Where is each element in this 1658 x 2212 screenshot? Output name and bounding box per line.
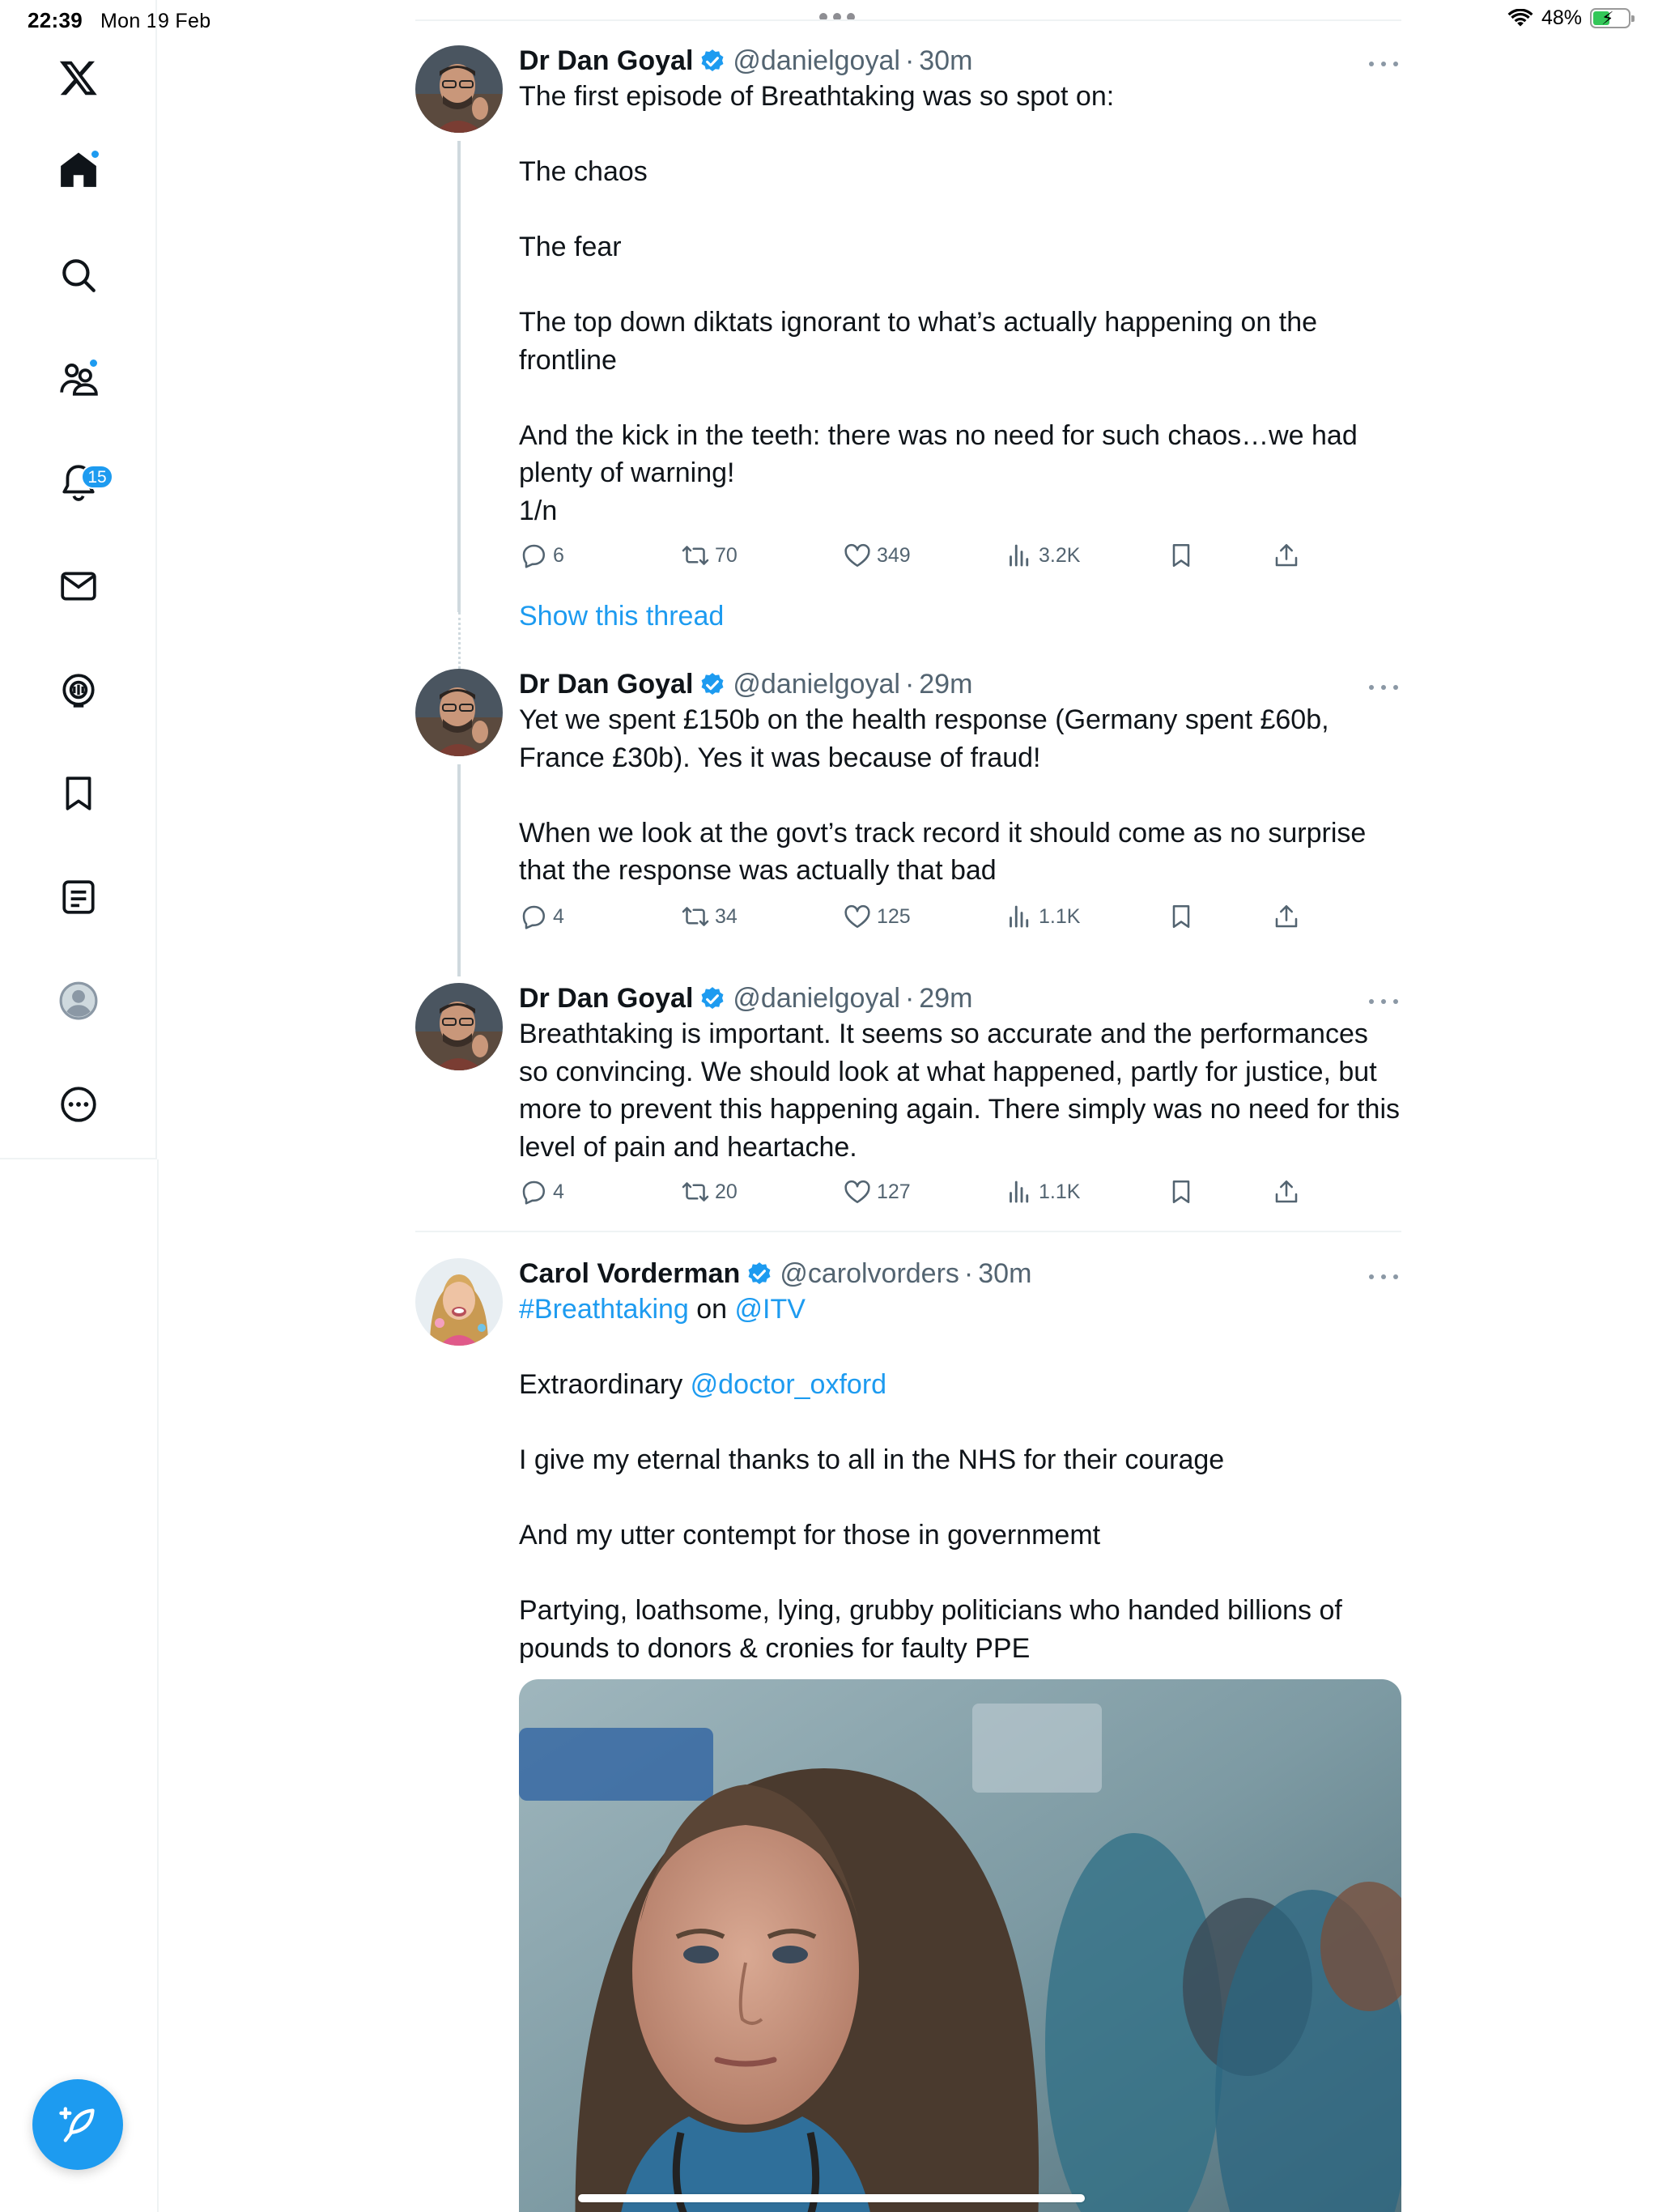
views-icon xyxy=(1005,902,1034,931)
share-button[interactable] xyxy=(1272,539,1301,572)
reply-count: 4 xyxy=(553,1180,564,1203)
wifi-icon xyxy=(1507,9,1533,28)
x-logo-icon[interactable] xyxy=(46,45,111,110)
repost-icon xyxy=(681,1177,710,1206)
tweet-header xyxy=(519,669,972,700)
repost-icon xyxy=(681,902,710,931)
tweet-text xyxy=(519,1291,1401,1329)
mention-doctor-oxford-link[interactable]: @doctor_oxford xyxy=(690,1369,887,1400)
separator: · xyxy=(904,669,915,700)
like-count: 127 xyxy=(877,1180,911,1203)
verified-badge-icon xyxy=(699,671,726,699)
views-button[interactable] xyxy=(1005,539,1080,572)
author-name[interactable]: Carol Vorderman xyxy=(519,1258,741,1289)
tweet-text-rest: I give my eternal thanks to all in the NHS for their courage And my utter contempt for those in governmemt Partying, loathsome, lying, grubby politicians who handed billions of pounds to donors & cronies for faulty PPE xyxy=(519,1444,1342,1664)
bookmark-icon xyxy=(58,773,99,814)
tweet-actions xyxy=(519,900,1329,933)
views-count: 1.1K xyxy=(1039,904,1081,928)
repost-count: 34 xyxy=(715,904,738,928)
bookmark-icon xyxy=(1167,1177,1196,1206)
tweet-time[interactable]: 29m xyxy=(919,669,973,700)
bookmark-button[interactable] xyxy=(1167,900,1196,933)
nav-grok[interactable] xyxy=(46,657,111,722)
repost-icon xyxy=(681,541,710,570)
like-count: 125 xyxy=(877,904,911,928)
views-icon xyxy=(1005,541,1034,570)
tweet-text: The first episode of Breathtaking was so spot on: The chaos The fear The top down diktats ignorant to what’s actually happening on the frontline And the kick in the teeth: there was no need for such chaos…we had plenty of warning! 1/n xyxy=(519,81,1358,526)
communities-unread-dot xyxy=(88,358,99,368)
author-handle[interactable]: @danielgoyal xyxy=(733,45,900,76)
author-handle[interactable]: @danielgoyal xyxy=(733,983,900,1014)
repost-button[interactable] xyxy=(681,900,738,933)
mention-itv-link[interactable]: @ITV xyxy=(734,1294,806,1325)
more-options-button[interactable] xyxy=(1366,1265,1401,1289)
nav-home[interactable] xyxy=(46,138,111,202)
nav-notifications[interactable] xyxy=(46,450,111,515)
verified-badge-icon xyxy=(746,1261,773,1288)
tweet-time[interactable]: 30m xyxy=(978,1258,1032,1289)
hashtag-link[interactable]: #Breathtaking xyxy=(519,1294,689,1325)
more-circle-icon xyxy=(58,1084,99,1125)
status-date: Mon 19 Feb xyxy=(100,10,211,32)
text-extraordinary: Extraordinary xyxy=(519,1369,691,1400)
bookmark-icon xyxy=(1167,902,1196,931)
like-button[interactable] xyxy=(843,1176,911,1208)
bookmark-button[interactable] xyxy=(1167,1176,1196,1208)
tweet-actions xyxy=(519,1176,1329,1208)
nav-lists[interactable] xyxy=(46,865,111,929)
tweet-divider xyxy=(415,1231,1401,1232)
text-on: on xyxy=(688,1294,735,1325)
reply-icon xyxy=(519,1177,548,1206)
heart-icon xyxy=(843,1177,872,1206)
share-icon xyxy=(1272,1177,1301,1206)
nav-messages[interactable] xyxy=(46,554,111,619)
thread-connector xyxy=(457,764,461,976)
tweet-media-image[interactable] xyxy=(519,1679,1401,2212)
sidebar-divider xyxy=(157,1159,159,2212)
feed-top-border xyxy=(415,19,1401,21)
avatar-dan-goyal[interactable] xyxy=(415,45,503,133)
nav-communities[interactable] xyxy=(46,347,111,411)
like-button[interactable] xyxy=(843,900,911,933)
repost-count: 70 xyxy=(715,543,738,567)
more-options-button[interactable] xyxy=(1366,989,1401,1014)
profile-avatar-icon xyxy=(58,981,99,1021)
heart-icon xyxy=(843,541,872,570)
repost-button[interactable] xyxy=(681,1176,738,1208)
repost-button[interactable] xyxy=(681,539,738,572)
notifications-badge: 15 xyxy=(81,465,113,489)
tweet-header xyxy=(519,1258,1031,1290)
search-icon xyxy=(58,255,99,296)
reply-button[interactable] xyxy=(519,1176,564,1208)
tweet-text: Yet we spent £150b on the health response (Germany spent £60b, France £30b). Yes it was because of fraud! When we look at the govt’s track record it should come as no surprise that the response was actually that bad xyxy=(519,704,1367,886)
compose-feather-icon xyxy=(57,2104,99,2146)
author-name[interactable]: Dr Dan Goyal xyxy=(519,45,694,76)
share-button[interactable] xyxy=(1272,1176,1301,1208)
more-options-button[interactable] xyxy=(1366,52,1401,76)
views-button[interactable] xyxy=(1005,1176,1080,1208)
home-indicator[interactable] xyxy=(578,2194,1085,2202)
bookmark-icon xyxy=(1167,541,1196,570)
more-options-button[interactable] xyxy=(1366,675,1401,700)
avatar-dan-goyal[interactable] xyxy=(415,669,503,756)
views-count: 3.2K xyxy=(1039,543,1081,567)
thread-connector xyxy=(457,141,461,612)
share-icon xyxy=(1272,902,1301,931)
status-time: 22:39 xyxy=(28,8,83,32)
share-button[interactable] xyxy=(1272,900,1301,933)
nav-explore[interactable] xyxy=(46,243,111,308)
separator: · xyxy=(904,45,915,76)
reply-button[interactable] xyxy=(519,900,564,933)
views-count: 1.1K xyxy=(1039,1180,1081,1203)
author-name[interactable]: Dr Dan Goyal xyxy=(519,669,694,700)
mail-icon xyxy=(58,566,99,606)
compose-button[interactable] xyxy=(32,2079,123,2170)
reply-count: 4 xyxy=(553,904,564,928)
share-icon xyxy=(1272,541,1301,570)
avatar-carol-vorderman[interactable] xyxy=(415,1258,503,1346)
spaces-icon xyxy=(58,670,99,710)
views-icon xyxy=(1005,1177,1034,1206)
reply-icon xyxy=(519,902,548,931)
repost-count: 20 xyxy=(715,1180,738,1203)
heart-icon xyxy=(843,902,872,931)
like-count: 349 xyxy=(877,543,911,567)
lists-icon xyxy=(58,877,99,917)
author-handle[interactable]: @carolvorders xyxy=(780,1258,959,1289)
author-name[interactable]: Dr Dan Goyal xyxy=(519,983,694,1014)
verified-badge-icon xyxy=(699,48,726,75)
nav-more[interactable] xyxy=(46,1072,111,1137)
bookmark-button[interactable] xyxy=(1167,539,1196,572)
reply-button[interactable] xyxy=(519,539,564,572)
tweet-header xyxy=(519,983,972,1015)
tweet-actions xyxy=(519,539,1329,572)
separator: · xyxy=(963,1258,974,1289)
tweet-header xyxy=(519,45,972,77)
like-button[interactable] xyxy=(843,539,911,572)
nav-bookmarks[interactable] xyxy=(46,761,111,826)
separator: · xyxy=(904,983,915,1014)
show-thread-link[interactable]: Show this thread xyxy=(519,601,725,632)
reply-icon xyxy=(519,541,548,570)
battery-icon: ⚡ xyxy=(1590,8,1630,28)
views-button[interactable] xyxy=(1005,900,1080,933)
tweet-time[interactable]: 30m xyxy=(919,45,973,76)
home-unread-dot xyxy=(90,149,100,160)
tweet-time[interactable]: 29m xyxy=(919,983,973,1014)
tweet-text-line xyxy=(519,1366,1401,1404)
status-bar-right xyxy=(1507,6,1630,30)
reply-count: 6 xyxy=(553,543,564,567)
battery-percent: 48% xyxy=(1541,6,1582,29)
avatar-dan-goyal[interactable] xyxy=(415,983,503,1070)
thread-gap-dots xyxy=(458,612,461,669)
nav-profile[interactable] xyxy=(46,968,111,1033)
author-handle[interactable]: @danielgoyal xyxy=(733,669,900,700)
sidebar-nav xyxy=(0,0,157,1159)
tweet-text: Breathtaking is important. It seems so accurate and the performances so convincing. We should look at what happened, partly for justice, but more to prevent this happening again. There simply was no need for this level of pain and heartache. xyxy=(519,1019,1408,1163)
verified-badge-icon xyxy=(699,985,726,1013)
